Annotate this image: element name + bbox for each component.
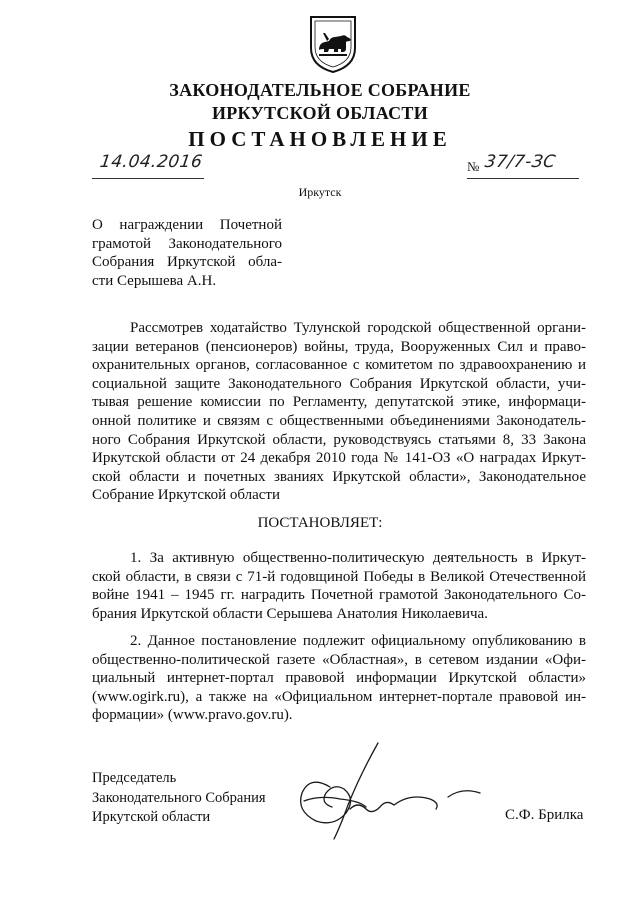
resolution-item-1 (92, 549, 586, 623)
subject-line: Собрания Иркутской обла- (92, 254, 282, 270)
preamble-line: Собрание Иркутской области (92, 487, 281, 504)
preamble-line: тывая решение комиссии по Регламенту, депутатской этике, информаци- (92, 394, 586, 411)
document-date: 14.04.2016 (98, 152, 204, 172)
item-line: (www.ogirk.ru), а также на «Официальном интернет-портале правовой ин- (92, 688, 586, 705)
item-line: циальный интернет-портал правовой информации Иркутской области» (92, 670, 586, 687)
item-line: брания Иркутской области Серышева Анатолия Николаевича. (92, 605, 488, 622)
signatory-name: С.Ф. Брилка (505, 807, 584, 823)
item-line: войне 1941 – 1945 гг. наградить Почетной грамотой Законодательного Со- (92, 587, 586, 604)
preamble-line: ного Собрания Иркутской области, руководствуясь статьями 8, 33 Закона (92, 431, 586, 448)
document-number-field (467, 152, 579, 179)
preamble-line: охранительных органов, согласованное с комитетом по здравоохранению и (92, 357, 586, 374)
document-subject (92, 216, 282, 290)
preamble-line: социальной защите Законодательного Собрания Иркутской области, учи- (92, 375, 586, 392)
preamble-line: ской области и почетных званиях Иркутской области», Законодательное (92, 468, 586, 485)
subject-line: сти Серышева А.Н. (92, 272, 217, 289)
position-line: Иркутской области (92, 809, 211, 825)
coat-of-arms-icon (307, 14, 359, 74)
subject-line: О награждении Почетной (92, 217, 282, 233)
subject-line: грамотой Законодательного (92, 235, 282, 252)
position-line: Председатель (92, 770, 177, 786)
preamble-line: Иркутской области от 24 декабря 2010 года № 141-ОЗ «О наградах Иркут- (92, 450, 586, 467)
organization-name-line-2: ИРКУТСКОЙ ОБЛАСТИ (211, 103, 429, 123)
document-date-field (92, 152, 204, 179)
organization-name-line-1: ЗАКОНОДАТЕЛЬНОЕ СОБРАНИЕ (169, 80, 471, 100)
preamble-line: онной политике и связям с общественными объединениями Законодатель- (92, 412, 586, 429)
resolution-item-2 (92, 632, 586, 725)
item-line: 1. За активную общественно-политическую деятельность в Иркут- (130, 550, 586, 566)
handwritten-signature (290, 735, 500, 845)
item-line: ской области, в связи с 71-й годовщиной Победы в Великой Отечественной (92, 568, 586, 585)
preamble-line: Рассмотрев ходатайство Тулунской городской общественной органи- (130, 320, 586, 336)
document-type-title: ПОСТАНОВЛЕНИЕ (188, 127, 452, 151)
preamble-line: зации ветеранов (пенсионеров) войны, труда, Вооруженных Сил и право- (92, 338, 586, 355)
item-line: общественно-политической газете «Областная», в сетевом издании «Офи- (92, 651, 586, 668)
document-number: 37/7-ЗС (483, 152, 557, 172)
item-line: формации» (www.pravo.gov.ru). (92, 707, 293, 724)
item-line: 2. Данное постановление подлежит официальному опубликованию в (130, 633, 586, 649)
position-line: Законодательного Собрания (92, 789, 266, 806)
signatory-position (92, 769, 266, 828)
resolves-heading: ПОСТАНОВЛЯЕТ: (257, 515, 383, 531)
number-sign: № (467, 159, 480, 174)
preamble-paragraph (92, 319, 586, 505)
city-label: Иркутск (298, 185, 342, 199)
